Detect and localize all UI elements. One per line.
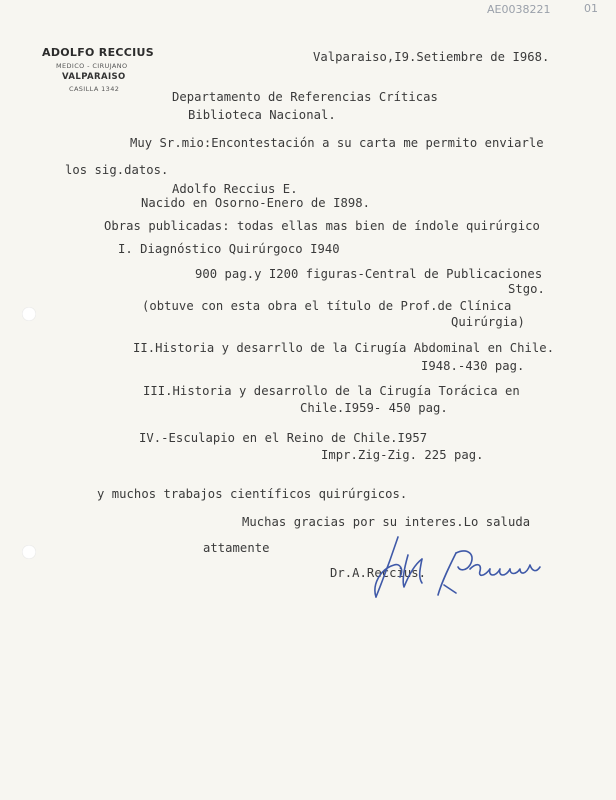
closing-line-3: attamente — [203, 541, 270, 555]
archive-folio: 01 — [584, 2, 598, 15]
letterhead-profession: MEDICO - CIRUJANO — [56, 62, 128, 70]
handwritten-signature — [360, 525, 560, 605]
work-1-title: I. Diagnóstico Quirúrgoco I940 — [118, 242, 340, 256]
archive-catalog-number: AE0038221 — [487, 3, 551, 16]
closing-line-2: Muchas gracias por su interes.Lo saluda — [242, 515, 531, 529]
work-3-details: Chile.I959- 450 pag. — [300, 401, 448, 415]
work-3-title: III.Historia y desarrollo de la Cirugía Torácica en — [143, 384, 520, 398]
punch-hole-top — [22, 307, 36, 321]
work-2-title: II.Historia y desarrllo de la Cirugía Abdominal en Chile. — [133, 341, 555, 355]
work-1-details-cont: Stgo. — [508, 282, 545, 296]
signature-name: Dr.A.Reccius. — [330, 566, 427, 580]
letterhead-name: ADOLFO RECCIUS — [42, 46, 154, 59]
date-line: Valparaiso,I9.Setiembre de I968. — [313, 50, 550, 64]
recipient-line-2: Biblioteca Nacional. — [188, 108, 336, 122]
works-intro: Obras publicadas: todas ellas mas bien de índole quirúrgico — [104, 219, 540, 233]
closing-line-1: y muchos trabajos científicos quirúrgicos. — [97, 487, 408, 501]
greeting-continuation: los sig.datos. — [65, 163, 169, 177]
work-2-details: I948.-430 pag. — [421, 359, 525, 373]
letterhead-city: VALPARAISO — [62, 72, 126, 82]
author-name-line: Adolfo Reccius E. — [172, 182, 298, 196]
work-1-note-cont: Quirúrgia) — [451, 315, 525, 329]
greeting-line: Muy Sr.mio:Encontestación a su carta me permito enviarle — [130, 136, 544, 150]
work-4-details: Impr.Zig-Zig. 225 pag. — [321, 448, 484, 462]
work-1-details: 900 pag.y I200 figuras-Central de Publicaciones — [195, 267, 543, 281]
birth-line: Nacido en Osorno-Enero de I898. — [141, 196, 371, 210]
recipient-line-1: Departamento de Referencias Críticas — [172, 90, 438, 104]
work-1-note: (obtuve con esta obra el título de Prof.de Clínica — [142, 299, 512, 313]
work-4-title: IV.-Esculapio en el Reino de Chile.I957 — [139, 431, 428, 445]
letterhead-box: CASILLA 1342 — [69, 85, 120, 93]
punch-hole-bottom — [22, 545, 36, 559]
